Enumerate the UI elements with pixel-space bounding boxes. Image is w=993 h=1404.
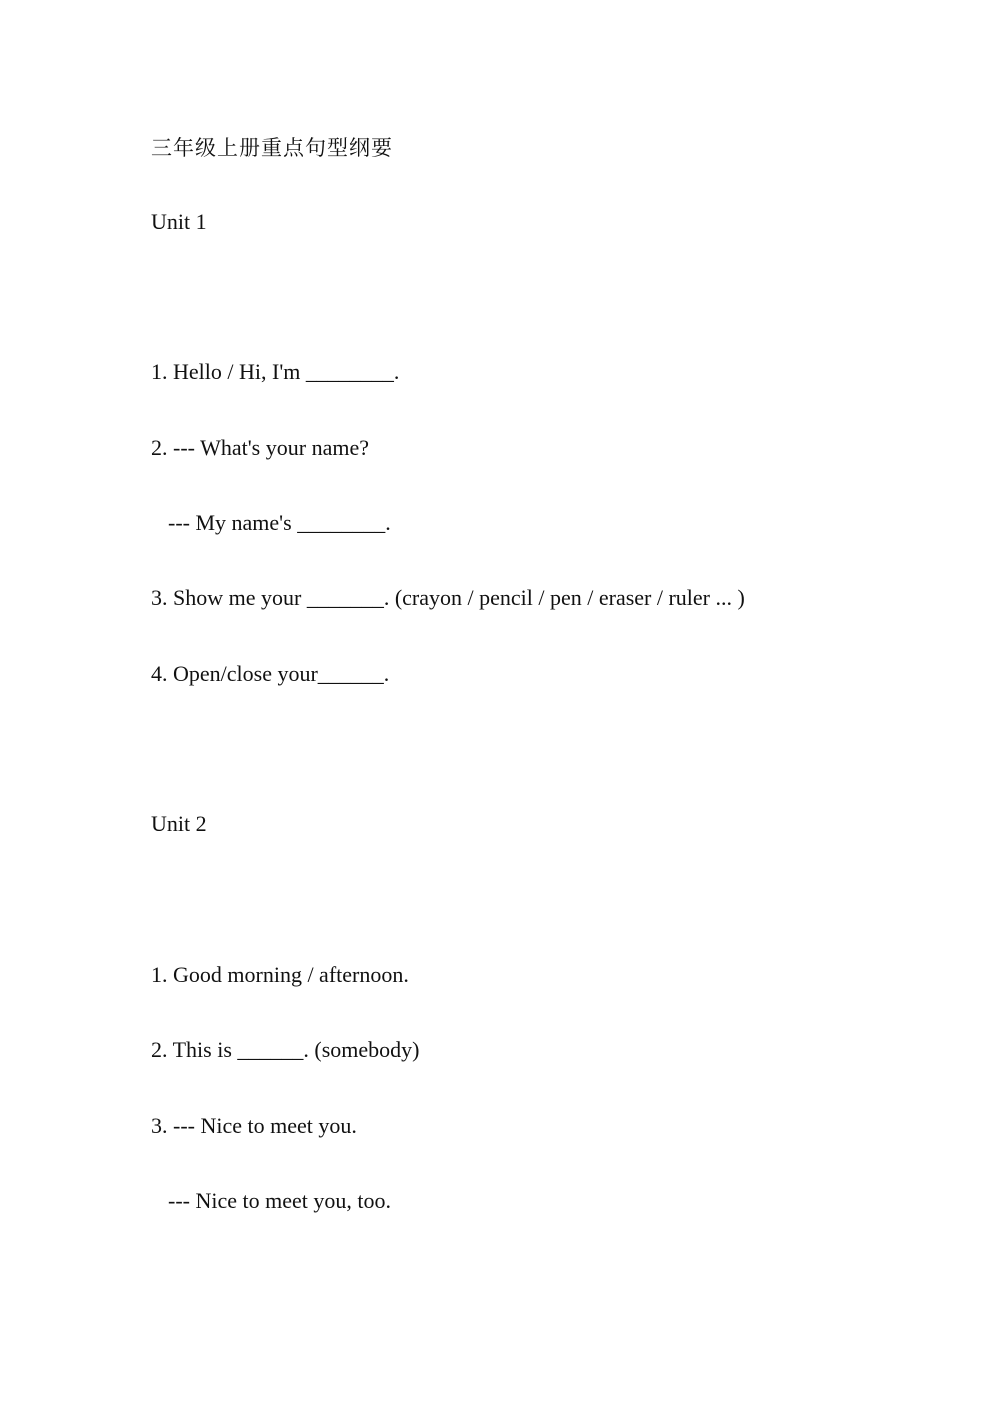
unit-1-line-4: 3. Show me your _______. (crayon / pencil / pen / eraser / ruler ... ) bbox=[151, 585, 745, 610]
unit-2-line-3: 3. --- Nice to meet you. bbox=[151, 1113, 357, 1138]
unit-2-line-2: 2. This is ______. (somebody) bbox=[151, 1037, 420, 1062]
unit-1-line-1: 1. Hello / Hi, I'm ________. bbox=[151, 359, 400, 384]
document-title: 三年级上册重点句型纲要 bbox=[151, 136, 393, 160]
unit-1-heading: Unit 1 bbox=[151, 209, 207, 234]
unit-1-line-2: 2. --- What's your name? bbox=[151, 435, 369, 460]
unit-1-line-3: --- My name's ________. bbox=[168, 510, 391, 535]
unit-1-line-5: 4. Open/close your______. bbox=[151, 661, 390, 686]
unit-2-line-1: 1. Good morning / afternoon. bbox=[151, 962, 409, 987]
unit-2-line-4: --- Nice to meet you, too. bbox=[168, 1188, 391, 1213]
unit-2-heading: Unit 2 bbox=[151, 811, 207, 836]
